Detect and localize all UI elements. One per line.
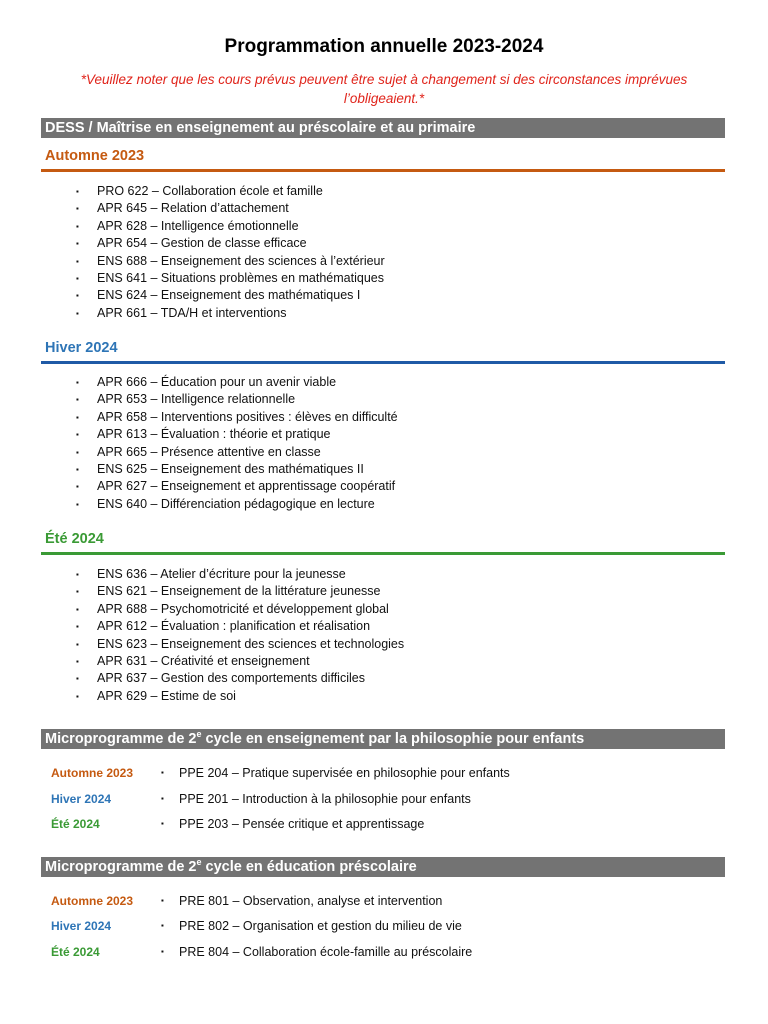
row-season-label: Été 2024 — [51, 817, 100, 831]
list-item: ▪ APR 653 – Intelligence relationnelle — [76, 391, 398, 408]
list-item: ▪ APR 612 – Évaluation : planification et réalisation — [76, 618, 404, 635]
list-item: ▪ ENS 624 – Enseignement des mathématiques I — [76, 287, 385, 304]
bullet-icon: ▪ — [76, 656, 79, 666]
row-season-label: Hiver 2024 — [51, 792, 112, 806]
bullet-icon: ▪ — [76, 464, 79, 474]
bullet-icon: ▪ — [76, 430, 79, 440]
course-list-summer — [76, 566, 404, 705]
season-heading-autumn: Automne 2023 — [45, 148, 145, 164]
bullet-icon: ▪ — [76, 447, 79, 457]
season-rule-winter — [41, 361, 725, 364]
bullet-icon: ▪ — [76, 273, 79, 283]
row-course: PRE 804 – Collaboration école-famille au préscolaire — [179, 945, 473, 959]
bullet-icon: ▪ — [76, 221, 79, 231]
bullet-icon: ▪ — [161, 819, 164, 828]
course-list-winter — [76, 374, 398, 513]
list-item: ▪ APR 627 – Enseignement et apprentissage coopératif — [76, 478, 398, 495]
list-item: ▪ APR 613 – Évaluation : théorie et pratique — [76, 426, 398, 443]
row-season-label: Hiver 2024 — [51, 919, 112, 933]
bullet-icon: ▪ — [76, 604, 79, 614]
row-course: PRE 801 – Observation, analyse et intervention — [179, 894, 443, 908]
course-list-autumn — [76, 183, 385, 322]
list-item: ▪ ENS 688 – Enseignement des sciences à l’extérieur — [76, 253, 385, 270]
season-rule-summer — [41, 552, 725, 555]
row-course: PPE 201 – Introduction à la philosophie pour enfants — [179, 792, 471, 806]
bullet-icon: ▪ — [76, 587, 79, 597]
bullet-icon: ▪ — [76, 308, 79, 318]
row-course: PPE 203 – Pensée critique et apprentissage — [179, 817, 425, 831]
list-item: ▪ APR 658 – Interventions positives : élèves en difficulté — [76, 409, 398, 426]
bullet-icon: ▪ — [76, 204, 79, 214]
bullet-icon: ▪ — [76, 256, 79, 266]
list-item: ▪ APR 628 – Intelligence émotionnelle — [76, 218, 385, 235]
list-item: ▪ APR 645 – Relation d’attachement — [76, 200, 385, 217]
list-item: ▪ ENS 621 – Enseignement de la littérature jeunesse — [76, 583, 404, 600]
bullet-icon: ▪ — [76, 482, 79, 492]
list-item: ▪ APR 631 – Créativité et enseignement — [76, 653, 404, 670]
row-course: PRE 802 – Organisation et gestion du milieu de vie — [179, 919, 462, 933]
list-item: ▪ ENS 636 – Atelier d’écriture pour la jeunesse — [76, 566, 404, 583]
bullet-icon: ▪ — [76, 639, 79, 649]
list-item: ▪ APR 661 – TDA/H et interventions — [76, 305, 385, 322]
list-item: ▪ APR 654 – Gestion de classe efficace — [76, 235, 385, 252]
bullet-icon: ▪ — [76, 570, 79, 579]
list-item: ▪ PRO 622 – Collaboration école et famille — [76, 183, 385, 200]
bullet-icon: ▪ — [76, 412, 79, 422]
bullet-icon: ▪ — [76, 187, 79, 196]
bullet-icon: ▪ — [76, 499, 79, 509]
row-course: PPE 204 – Pratique supervisée en philosophie pour enfants — [179, 766, 510, 780]
bullet-icon: ▪ — [76, 378, 79, 387]
bullet-icon: ▪ — [161, 896, 164, 905]
disclaimer-note: *Veuillez noter que les cours prévus peuvent être sujet à changement si des circonstances imprévues l’obligeaient.* — [80, 72, 688, 106]
bullet-icon: ▪ — [161, 768, 164, 777]
bullet-icon: ▪ — [161, 794, 164, 803]
season-rule-autumn — [41, 169, 725, 172]
section-header-prescolaire: Microprogramme de 2e cycle en éducation préscolaire — [41, 857, 725, 877]
row-season-label: Automne 2023 — [51, 894, 134, 908]
season-heading-summer: Été 2024 — [45, 531, 104, 547]
bullet-icon: ▪ — [76, 395, 79, 405]
bullet-icon: ▪ — [76, 674, 79, 684]
section-header-dess: DESS / Maîtrise en enseignement au préscolaire et au primaire — [41, 118, 725, 138]
list-item: ▪ APR 637 – Gestion des comportements difficiles — [76, 670, 404, 687]
list-item: ▪ APR 665 – Présence attentive en classe — [76, 444, 398, 461]
list-item: ▪ ENS 625 – Enseignement des mathématiques II — [76, 461, 398, 478]
list-item: ▪ ENS 641 – Situations problèmes en mathématiques — [76, 270, 385, 287]
list-item: ▪ ENS 640 – Différenciation pédagogique en lecture — [76, 496, 398, 513]
bullet-icon: ▪ — [76, 239, 79, 249]
bullet-icon: ▪ — [161, 947, 164, 956]
row-season-label: Été 2024 — [51, 945, 100, 959]
bullet-icon: ▪ — [161, 921, 164, 930]
bullet-icon: ▪ — [76, 622, 79, 632]
bullet-icon: ▪ — [76, 691, 79, 701]
list-item: ▪ ENS 623 – Enseignement des sciences et technologies — [76, 636, 404, 653]
bullet-icon: ▪ — [76, 291, 79, 301]
list-item: ▪ APR 666 – Éducation pour un avenir viable — [76, 374, 398, 391]
page-title: Programmation annuelle 2023-2024 — [224, 36, 544, 57]
list-item: ▪ APR 688 – Psychomotricité et développement global — [76, 601, 404, 618]
row-season-label: Automne 2023 — [51, 766, 134, 780]
section-header-philosophie: Microprogramme de 2e cycle en enseignement par la philosophie pour enfants — [41, 729, 725, 749]
list-item: ▪ APR 629 – Estime de soi — [76, 688, 404, 705]
season-heading-winter: Hiver 2024 — [45, 340, 118, 356]
